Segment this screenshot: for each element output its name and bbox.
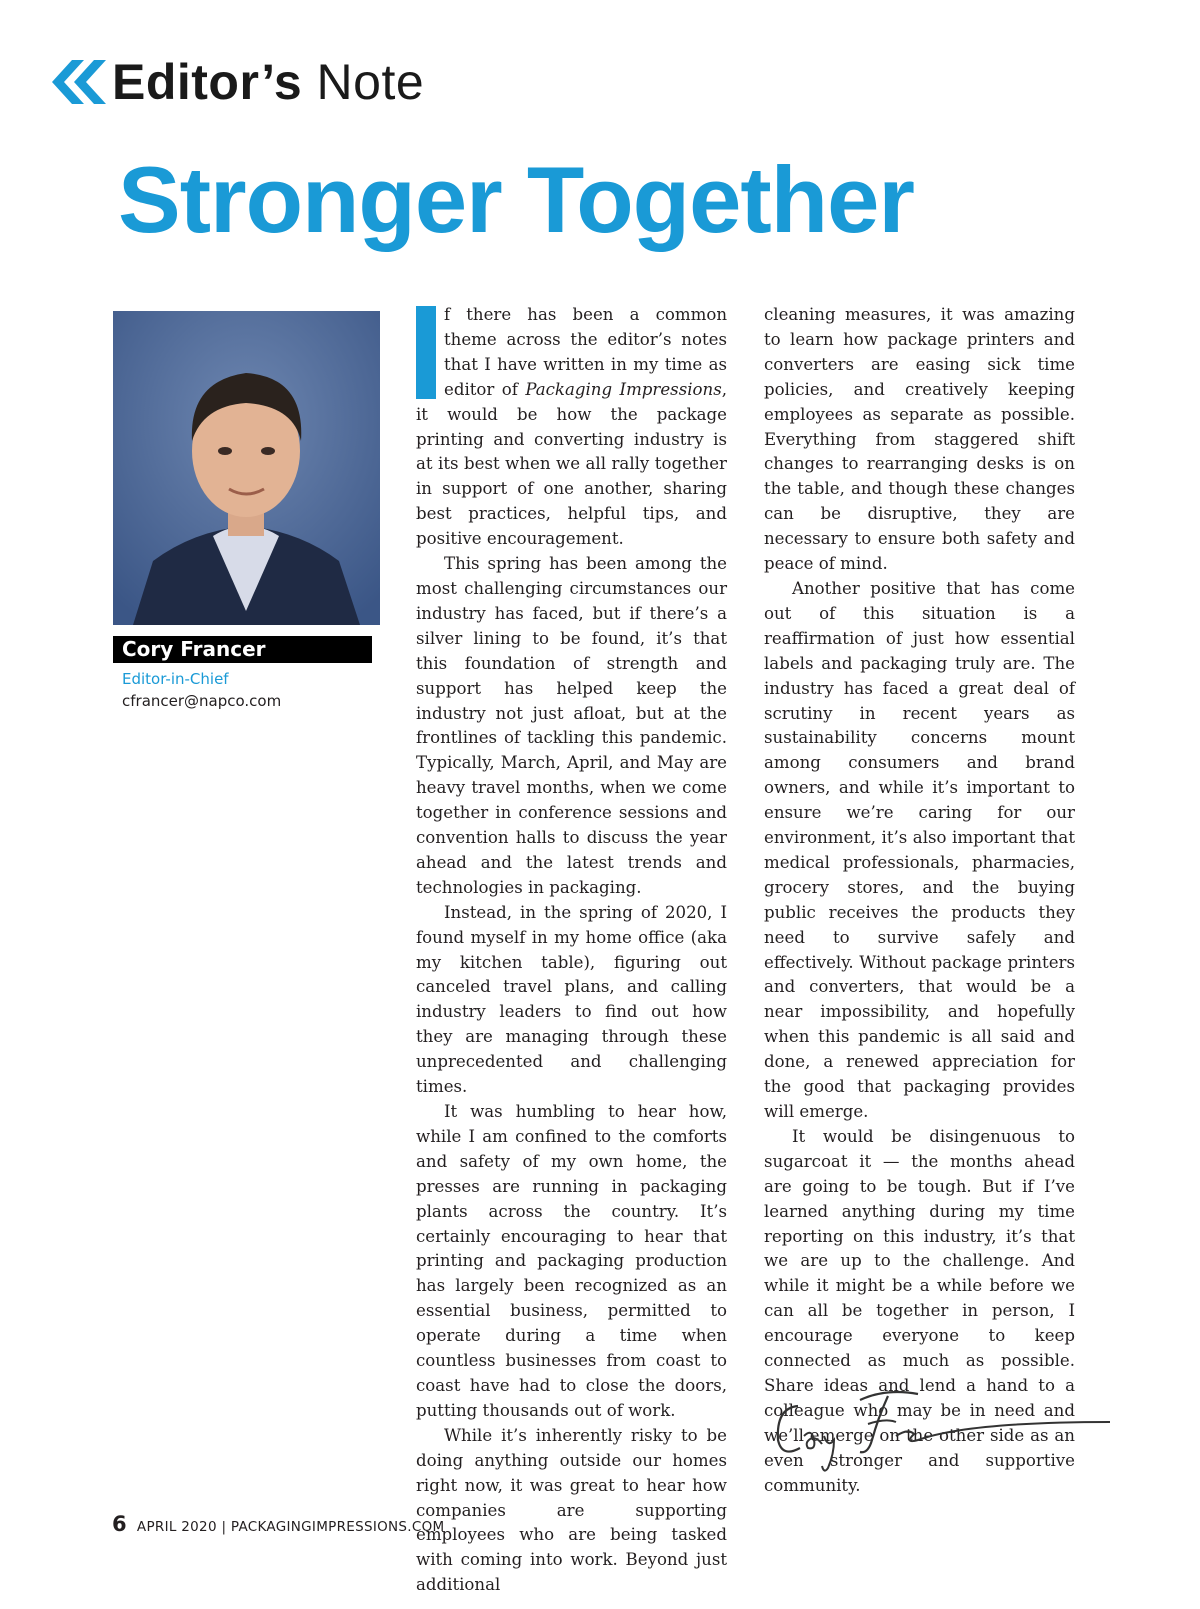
article-paragraph: Another positive that has come out of this situation is a reaffirmation of just how essential labels and packaging truly are. The industry has faced a great deal of scrutiny in recent years as sustainability concerns mount among consumers and brand owners, and while it’s important to ensure we’re caring for our environment, it’s also important that medical professionals, pharmacies, grocery stores, and the buying public receives the products they need to survive safely and effectively. Without package printers and converters, that would be a near impossibility, and hopefully when this pandemic is all said and done, a renewed appreciation for the good that packaging provides will emerge.: [764, 578, 1075, 1121]
publication-name: Packaging Impressions: [525, 379, 722, 399]
author-email: cfrancer@napco.com: [122, 692, 282, 710]
section-label-bold: Editor’s: [112, 54, 303, 110]
footer-separator: |: [221, 1519, 227, 1535]
page-number: 6: [112, 1512, 127, 1536]
author-signature: [768, 1378, 1113, 1478]
author-title: Editor-in-Chief: [122, 670, 229, 688]
page-footer: [112, 1512, 445, 1536]
article-paragraph: cleaning measures, it was amazing to learn how package printers and converters are easing sick time policies, and creatively keeping employees as separate as possible. Everything from staggered shift changes to rearranging desks is on the table, and though these changes can be disruptive, they are necessary to ensure both safety and peace of mind.: [764, 305, 1075, 574]
article-paragraph: Instead, in the spring of 2020, I found myself in my home office (aka my kitchen table), figuring out canceled travel plans, and calling industry leaders to find out how they are managing through these unprecedented and challenging times.: [416, 902, 727, 1097]
article-paragraph: While it’s inherently risky to be doing anything outside our homes right now, it was great to hear how companies are supporting employees who are being tasked with coming into work. Beyond just additional: [416, 1425, 727, 1595]
author-name: Cory Francer: [113, 636, 372, 663]
article-paragraph: f there has been a common theme across the editor’s notes that I have written in my time as editor of Packaging Impressions, it would be how the package printing and converting industry is at its best when we all rally together in support of one another, sharing best practices, helpful tips, and positive encouragement.: [416, 305, 727, 549]
article-paragraph: It would be disingenuous to sugarcoat it — the months ahead are going to be tough. But if I’ve learned anything during my time reporting on this industry, it’s that we are up to the challenge. And while it might be a while before we can all be together in person, I encourage everyone to keep connected as much as possible. Share ideas and lend a hand to a colleague who may be in need and we’ll emerge on the other side as an even stronger and supportive community.: [764, 1126, 1075, 1495]
author-photo: [113, 311, 380, 625]
website-url: PACKAGINGIMPRESSIONS.COM: [230, 1519, 445, 1535]
article-headline: Stronger Together: [118, 147, 914, 252]
drop-cap: [416, 306, 436, 399]
article-column-2: [764, 303, 1075, 1499]
double-chevron-left-icon: [44, 58, 108, 106]
issue-date: APRIL 2020: [136, 1519, 217, 1535]
section-header: [44, 52, 424, 112]
article-paragraph: It was humbling to hear how, while I am confined to the comforts and safety of my own home, the presses are running in packaging plants across the country. It’s certainly encouraging to hear that printing and packaging production has largely been recognized as an essential business, permitted to operate during a time when countless businesses from coast to coast have had to close the doors, putting thousands out of work.: [416, 1102, 727, 1420]
section-label-regular: Note: [316, 54, 425, 110]
article-paragraph: This spring has been among the most challenging circumstances our industry has faced, but if there’s a silver lining to be found, it’s that this foundation of strength and support has helped keep the industry not just afloat, but at the frontlines of tackling this pandemic. Typically, March, April, and May are heavy travel months, when we come together in conference sessions and convention halls to discuss the year ahead and the latest trends and technologies in packaging.: [416, 554, 727, 897]
article-column-1: [416, 303, 727, 1598]
